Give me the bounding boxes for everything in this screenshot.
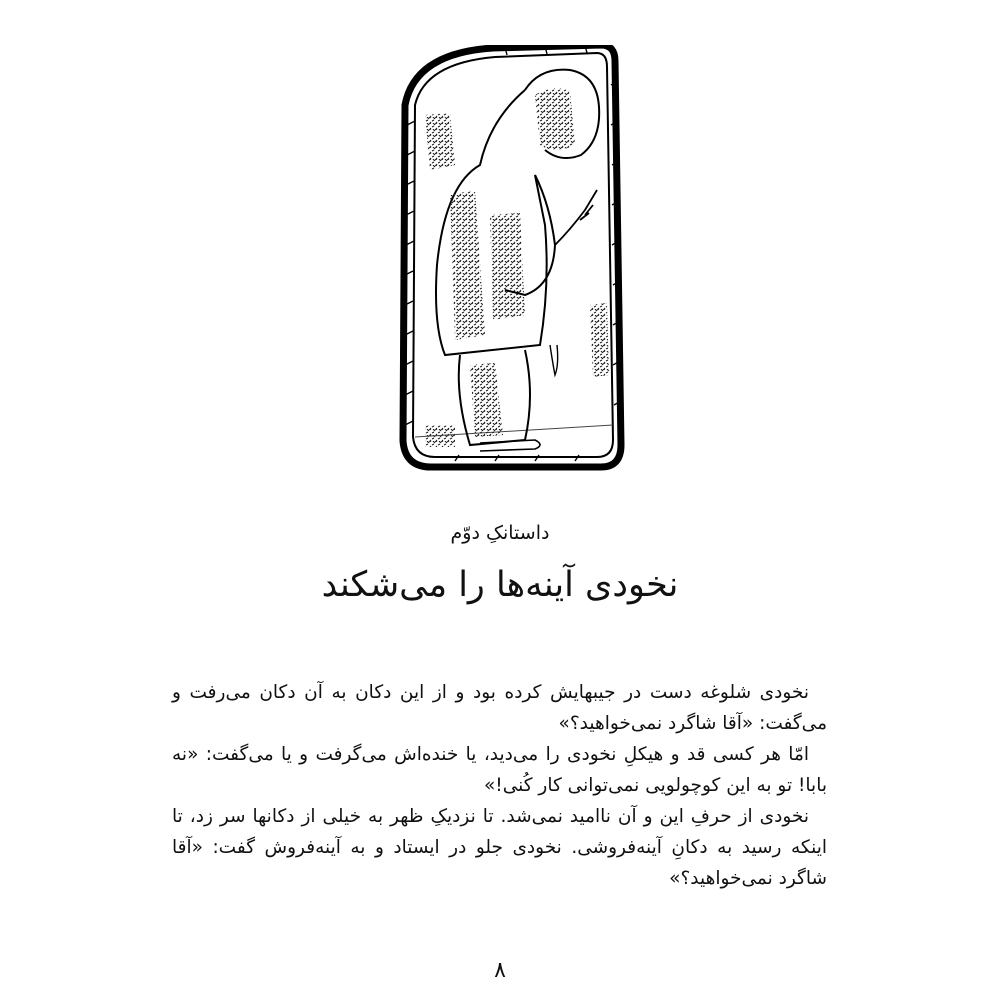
page-number: ۸ bbox=[494, 958, 506, 983]
paragraph: نخودی شلوغه دست در جیبهایش کرده بود و از این دکان به آن دکان می‌رفت و می‌گفت: «آقا شاگرد نمی‌خواهید؟» bbox=[172, 682, 827, 734]
story-label: داستانکِ دوّم bbox=[450, 522, 550, 544]
story-body bbox=[172, 677, 827, 894]
mirror-illustration bbox=[375, 45, 625, 475]
paragraph: امّا هر کسی قد و هیکلِ نخودی را می‌دید، یا خنده‌اش می‌گرفت و یا می‌گفت: «نه بابا! تو به این کوچولویی نمی‌توانی کار کُنی!» bbox=[172, 744, 827, 796]
story-title: نخودی آینه‌ها را می‌شکند bbox=[321, 565, 679, 605]
paragraph: نخودی از حرفِ این و آن ناامید نمی‌شد. تا نزدیکِ ظهر به خیلی از دکانها سر زد، تا اینکه رسید به دکانِ آینه‌فروشی. نخودی جلو در ایستاد و به آینه‌فروش گفت: «آقا شاگرد نمی‌خواهید؟» bbox=[172, 806, 827, 889]
